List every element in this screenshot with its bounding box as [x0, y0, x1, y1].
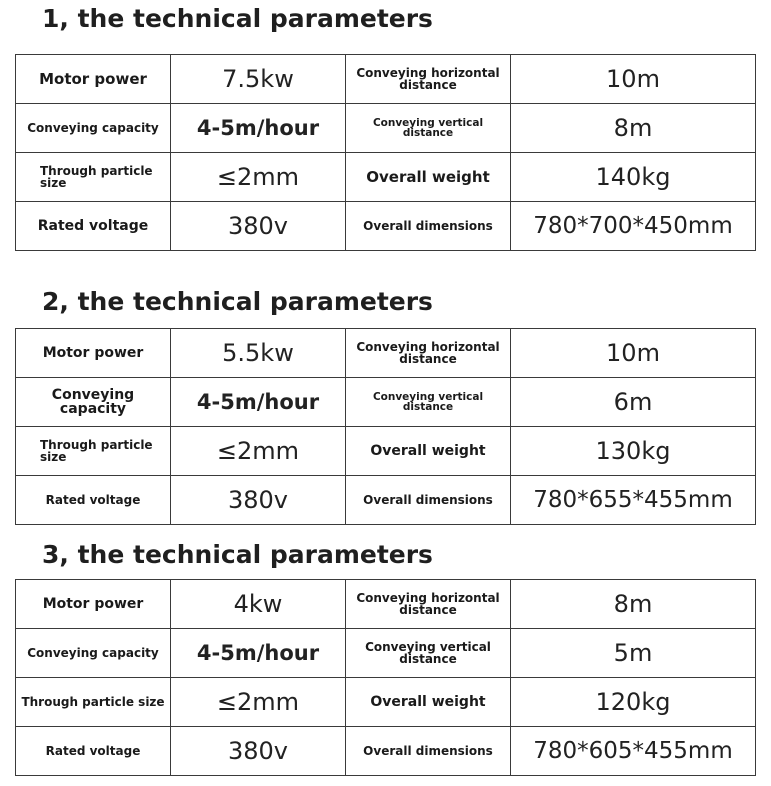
horizontal-distance-label: Conveying horizontal distance — [346, 329, 511, 378]
overall-weight-value: 120kg — [511, 678, 756, 727]
table-row — [16, 55, 756, 104]
overall-dimensions-value: 780*605*455mm — [511, 727, 756, 776]
overall-dimensions-label: Overall dimensions — [346, 476, 511, 525]
vertical-distance-value: 5m — [511, 629, 756, 678]
particle-size-label: Through particle size — [16, 678, 171, 727]
rated-voltage-value: 380v — [171, 476, 346, 525]
rated-voltage-value: 380v — [171, 727, 346, 776]
conveying-capacity-label: Conveying capacity — [16, 378, 171, 427]
particle-size-value: ≤2mm — [171, 678, 346, 727]
overall-weight-label: Overall weight — [346, 678, 511, 727]
table-row — [16, 580, 756, 629]
motor-power-value: 4kw — [171, 580, 346, 629]
table-row — [16, 727, 756, 776]
rated-voltage-value: 380v — [171, 202, 346, 251]
conveying-capacity-value: 4-5m/hour — [171, 378, 346, 427]
rated-voltage-label: Rated voltage — [16, 202, 171, 251]
vertical-distance-value: 8m — [511, 104, 756, 153]
table-row — [16, 678, 756, 727]
parameters-table-3 — [15, 579, 756, 776]
horizontal-distance-value: 10m — [511, 329, 756, 378]
table-row — [16, 427, 756, 476]
conveying-capacity-value: 4-5m/hour — [171, 629, 346, 678]
motor-power-label: Motor power — [16, 329, 171, 378]
motor-power-value: 5.5kw — [171, 329, 346, 378]
conveying-capacity-label: Conveying capacity — [16, 629, 171, 678]
section-1-title: 1, the technical parameters — [42, 4, 433, 33]
horizontal-distance-value: 8m — [511, 580, 756, 629]
horizontal-distance-value: 10m — [511, 55, 756, 104]
rated-voltage-label: Rated voltage — [16, 727, 171, 776]
overall-weight-value: 140kg — [511, 153, 756, 202]
motor-power-label: Motor power — [16, 580, 171, 629]
vertical-distance-label: Conveying vertical distance — [346, 378, 511, 427]
vertical-distance-label: Conveying vertical distance — [346, 104, 511, 153]
overall-weight-label: Overall weight — [346, 153, 511, 202]
particle-size-value: ≤2mm — [171, 153, 346, 202]
parameters-table-2 — [15, 328, 756, 525]
horizontal-distance-label: Conveying horizontal distance — [346, 580, 511, 629]
vertical-distance-value: 6m — [511, 378, 756, 427]
table-row — [16, 329, 756, 378]
parameters-table-1 — [15, 54, 756, 251]
overall-weight-label: Overall weight — [346, 427, 511, 476]
vertical-distance-label: Conveying vertical distance — [346, 629, 511, 678]
particle-size-label: Through particle size — [16, 427, 171, 476]
table-row — [16, 476, 756, 525]
motor-power-value: 7.5kw — [171, 55, 346, 104]
rated-voltage-label: Rated voltage — [16, 476, 171, 525]
overall-weight-value: 130kg — [511, 427, 756, 476]
overall-dimensions-label: Overall dimensions — [346, 727, 511, 776]
table-row — [16, 153, 756, 202]
particle-size-value: ≤2mm — [171, 427, 346, 476]
table-row — [16, 202, 756, 251]
section-2-title: 2, the technical parameters — [42, 287, 433, 316]
overall-dimensions-label: Overall dimensions — [346, 202, 511, 251]
particle-size-label: Through particle size — [16, 153, 171, 202]
table-row — [16, 378, 756, 427]
motor-power-label: Motor power — [16, 55, 171, 104]
conveying-capacity-label: Conveying capacity — [16, 104, 171, 153]
table-row — [16, 629, 756, 678]
section-3-title: 3, the technical parameters — [42, 540, 433, 569]
table-row — [16, 104, 756, 153]
conveying-capacity-value: 4-5m/hour — [171, 104, 346, 153]
overall-dimensions-value: 780*700*450mm — [511, 202, 756, 251]
horizontal-distance-label: Conveying horizontal distance — [346, 55, 511, 104]
overall-dimensions-value: 780*655*455mm — [511, 476, 756, 525]
